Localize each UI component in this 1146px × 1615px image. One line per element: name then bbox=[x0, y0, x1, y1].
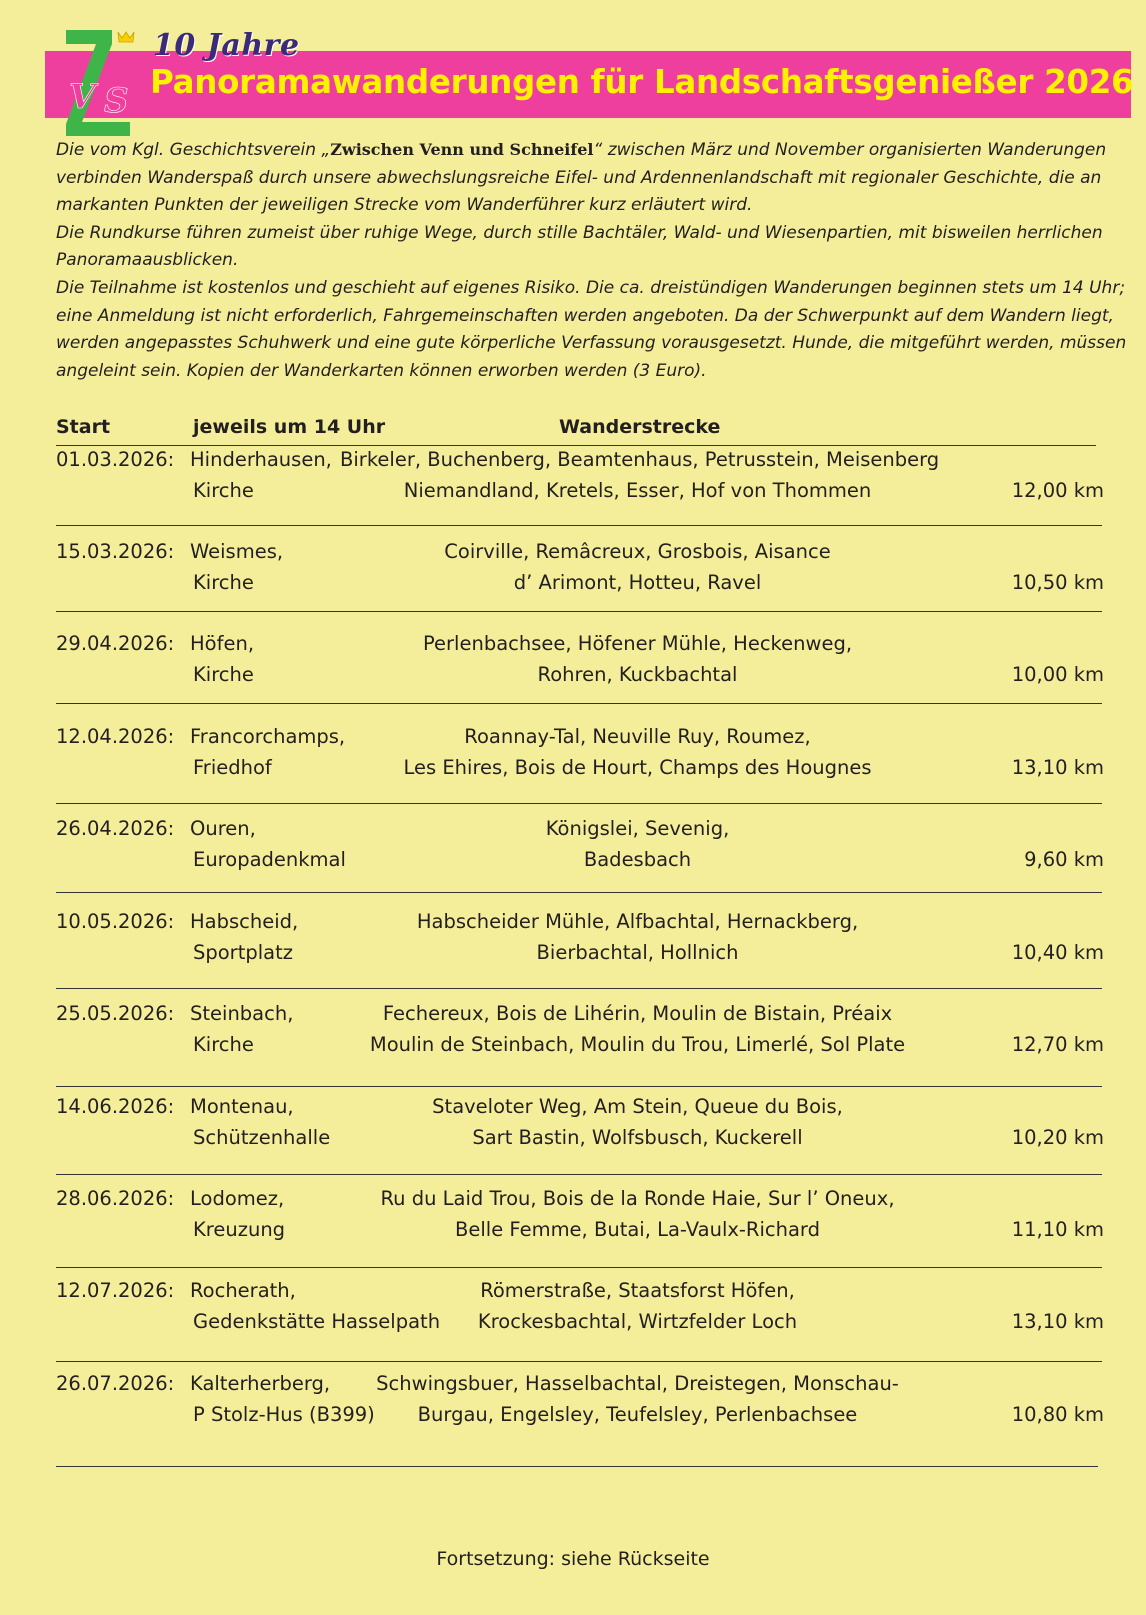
row-date: 01.03.2026: bbox=[56, 448, 175, 471]
row-route-line-1: Perlenbachsee, Höfener Mühle, Heckenweg, bbox=[422, 632, 853, 655]
row-meeting-point: Kirche bbox=[193, 1033, 254, 1056]
continuation-note: Fortsetzung: siehe Rückseite bbox=[436, 1548, 710, 1570]
row-place: Lodomez, bbox=[190, 1187, 285, 1210]
row-place: Kalterherberg, bbox=[190, 1372, 331, 1395]
row-date: 10.05.2026: bbox=[56, 910, 175, 933]
row-distance: 12,00 km bbox=[1011, 479, 1104, 502]
header-time: jeweils um 14 Uhr bbox=[193, 416, 386, 438]
row-divider bbox=[56, 803, 1102, 804]
header-start: Start bbox=[56, 416, 111, 438]
svg-text:S: S bbox=[104, 81, 129, 121]
row-meeting-point: Friedhof bbox=[193, 756, 272, 779]
row-meeting-point: Kirche bbox=[193, 479, 254, 502]
vzs-logo bbox=[66, 30, 136, 136]
row-meeting-point: Gedenkstätte Hasselpath bbox=[193, 1310, 441, 1333]
row-meeting-point: Europadenkmal bbox=[193, 848, 346, 871]
row-route-line-1: Habscheider Mühle, Alfbachtal, Hernackberg, bbox=[416, 910, 859, 933]
jubilee-label: 10 Jahre bbox=[153, 28, 300, 63]
row-route-line-1: Ru du Laid Trou, Bois de la Ronde Haie, Sur l’ Oneux, bbox=[380, 1187, 895, 1210]
row-meeting-point: Schützenhalle bbox=[193, 1126, 331, 1149]
row-meeting-point: P Stolz-Hus (B399) bbox=[193, 1403, 375, 1426]
row-date: 28.06.2026: bbox=[56, 1187, 175, 1210]
row-route-line-2: Belle Femme, Butai, La-Vaulx-Richard bbox=[455, 1218, 820, 1241]
row-place: Steinbach, bbox=[190, 1002, 294, 1025]
row-route-line-2: Moulin de Steinbach, Moulin du Trou, Limerlé, Sol Plate bbox=[369, 1033, 906, 1056]
row-date: 12.04.2026: bbox=[56, 725, 175, 748]
row-route-line-1: Roannay-Tal, Neuville Ruy, Roumez, bbox=[464, 725, 811, 748]
row-divider bbox=[56, 1086, 1102, 1087]
row-route-line-1: Coirville, Remâcreux, Grosbois, Aisance bbox=[444, 540, 831, 563]
row-date: 14.06.2026: bbox=[56, 1095, 175, 1118]
row-route-line-2: Sart Bastin, Wolfsbusch, Kuckerell bbox=[472, 1126, 803, 1149]
row-date: 29.04.2026: bbox=[56, 632, 175, 655]
intro-paragraph-3: Die Teilnahme ist kostenlos und geschieht auf eigenes Risiko. Die ca. dreistündigen Wanderungen beginnen stets um 14 Uhr; eine Anmeldung ist nicht erforderlich, Fahrgemeinschaften werden angeboten. Da der Schwerpunkt auf dem Wandern liegt, werden angepasstes Schuhwerk und eine gute körperliche Verfassung vorausgesetzt. Hunde, die mitgeführt werden, müssen angeleint sein. Kopien der Wanderkarten können erworben werden (3 Euro). bbox=[56, 277, 1127, 381]
row-divider bbox=[56, 525, 1102, 526]
row-date: 12.07.2026: bbox=[56, 1279, 175, 1302]
row-route-line-2: Bierbachtal, Hollnich bbox=[536, 941, 739, 964]
row-route-line-1: Königslei, Sevenig, bbox=[545, 817, 730, 840]
row-place: Weismes, bbox=[190, 540, 284, 563]
row-route-line-2: Badesbach bbox=[583, 848, 692, 871]
svg-text:V: V bbox=[69, 77, 96, 117]
row-meeting-point: Kirche bbox=[193, 571, 254, 594]
row-date: 15.03.2026: bbox=[56, 540, 175, 563]
verein-name: Zwischen Venn und Schneifel bbox=[330, 140, 594, 159]
row-place: Habscheid, bbox=[190, 910, 299, 933]
row-date: 25.05.2026: bbox=[56, 1002, 175, 1025]
row-distance: 9,60 km bbox=[1024, 848, 1104, 871]
row-route-line-1: Staveloter Weg, Am Stein, Queue du Bois, bbox=[432, 1095, 843, 1118]
row-divider bbox=[56, 703, 1102, 704]
row-date: 26.07.2026: bbox=[56, 1372, 175, 1395]
row-route-line-2: Krockesbachtal, Wirtzfelder Loch bbox=[477, 1310, 798, 1333]
row-meeting-point: Kirche bbox=[193, 663, 254, 686]
intro-text bbox=[56, 136, 1131, 385]
row-distance: 10,00 km bbox=[1011, 663, 1104, 686]
row-distance: 11,10 km bbox=[1011, 1218, 1104, 1241]
row-distance: 10,20 km bbox=[1011, 1126, 1104, 1149]
row-divider bbox=[56, 988, 1102, 989]
row-divider bbox=[56, 1267, 1102, 1268]
row-route-line-1: Fechereux, Bois de Lihérin, Moulin de Bistain, Préaix bbox=[382, 1002, 893, 1025]
row-route-line-2: d’ Arimont, Hotteu, Ravel bbox=[513, 571, 762, 594]
row-place: Montenau, bbox=[190, 1095, 294, 1118]
row-route-line-1: Römerstraße, Staatsforst Höfen, bbox=[480, 1279, 795, 1302]
row-route-line-2: Burgau, Engelsley, Teufelsley, Perlenbachsee bbox=[417, 1403, 858, 1426]
row-route-line-2: Rohren, Kuckbachtal bbox=[537, 663, 738, 686]
row-distance: 10,50 km bbox=[1011, 571, 1104, 594]
row-route-line-1: Birkeler, Buchenberg, Beamtenhaus, Petrusstein, Meisenberg bbox=[340, 448, 940, 471]
row-divider bbox=[56, 1466, 1098, 1467]
row-distance: 12,70 km bbox=[1011, 1033, 1104, 1056]
row-distance: 10,80 km bbox=[1011, 1403, 1104, 1426]
row-divider bbox=[56, 892, 1102, 893]
row-distance: 10,40 km bbox=[1011, 941, 1104, 964]
row-place: Francorchamps, bbox=[190, 725, 346, 748]
row-place: Rocherath, bbox=[190, 1279, 296, 1302]
intro-paragraph-1: Die vom Kgl. Geschichtsverein „Zwischen Venn und Schneifel“ zwischen März und November organisierten Wanderungen verbinden Wanderspaß durch unsere abwechslungsreiche Eifel- und Ardennenlandschaft mit regionaler Geschichte, die an markanten Punkten der jeweiligen Strecke vom Wanderführer kurz erläutert wird. bbox=[56, 140, 1107, 216]
row-route-line-2: Niemandland, Kretels, Esser, Hof von Thommen bbox=[403, 479, 872, 502]
row-distance: 13,10 km bbox=[1011, 1310, 1104, 1333]
row-divider bbox=[56, 611, 1102, 612]
intro-paragraph-2: Die Rundkurse führen zumeist über ruhige Wege, durch stille Bachtäler, Wald- und Wiesenpartien, mit bisweilen herrlichen Panoramaausblicken. bbox=[56, 222, 1103, 271]
row-divider bbox=[56, 1174, 1102, 1175]
row-distance: 13,10 km bbox=[1011, 756, 1104, 779]
row-meeting-point: Kreuzung bbox=[193, 1218, 286, 1241]
header-route: Wanderstrecke bbox=[559, 416, 721, 438]
row-route-line-2: Les Ehires, Bois de Hourt, Champs des Hougnes bbox=[403, 756, 872, 779]
row-route-line-1: Schwingsbuer, Hasselbachtal, Dreistegen, Monschau- bbox=[376, 1372, 899, 1395]
row-place: Hinderhausen, bbox=[190, 448, 332, 471]
page-title: Panoramawanderungen für Landschaftsgenießer 2026 bbox=[150, 63, 1134, 101]
row-place: Ouren, bbox=[190, 817, 256, 840]
row-meeting-point: Sportplatz bbox=[193, 941, 293, 964]
row-date: 26.04.2026: bbox=[56, 817, 175, 840]
row-place: Höfen, bbox=[190, 632, 255, 655]
row-divider bbox=[56, 1361, 1102, 1362]
